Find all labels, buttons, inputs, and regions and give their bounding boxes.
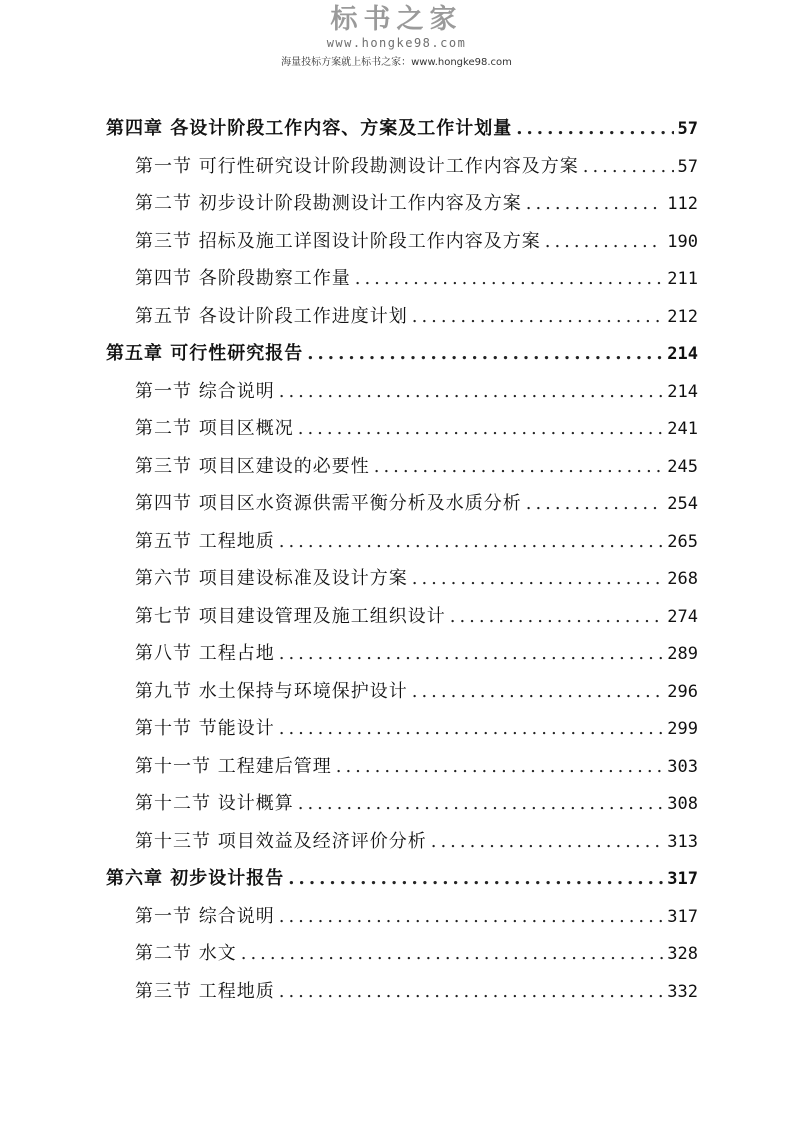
toc-section-entry[interactable] (106, 560, 698, 598)
toc-section-entry[interactable] (106, 223, 698, 261)
toc-dot-leader (279, 710, 664, 748)
toc-chapter-entry[interactable] (106, 860, 698, 898)
toc-entry-page-number: 274 (667, 606, 698, 627)
toc-dot-leader (583, 148, 674, 186)
toc-entry-title: 第三节 项目区建设的必要性 (135, 455, 370, 477)
toc-dot-leader (431, 823, 664, 861)
toc-entry-title: 第九节 水土保持与环境保护设计 (135, 680, 408, 702)
toc-dot-leader (526, 185, 664, 223)
toc-section-entry[interactable] (106, 785, 698, 823)
toc-section-entry[interactable] (106, 485, 698, 523)
toc-entry-title: 第二节 水文 (135, 943, 237, 964)
toc-entry-title: 第二节 初步设计阶段勘测设计工作内容及方案 (135, 193, 522, 214)
toc-dot-leader (279, 523, 664, 561)
toc-entry-title: 第四节 项目区水资源供需平衡分析及水质分析 (135, 493, 522, 514)
toc-entry-page-number: 57 (677, 119, 698, 139)
toc-entry-title: 第十节 节能设计 (135, 718, 275, 739)
toc-entry-page-number: 214 (667, 381, 698, 402)
toc-section-entry[interactable] (106, 298, 698, 336)
toc-dot-leader (298, 785, 664, 823)
toc-entry-page-number: 317 (667, 869, 698, 889)
toc-section-entry[interactable] (106, 373, 698, 411)
toc-entry-page-number: 328 (667, 944, 698, 964)
toc-section-entry[interactable] (106, 260, 698, 298)
toc-entry-title: 第一节 可行性研究设计阶段勘测设计工作内容及方案 (135, 155, 579, 177)
table-of-contents (106, 110, 698, 1010)
toc-entry-page-number: 296 (667, 681, 698, 702)
toc-entry-title: 第六节 项目建设标准及设计方案 (135, 568, 408, 589)
toc-dot-leader (450, 598, 664, 636)
toc-dot-leader (412, 560, 664, 598)
toc-entry-title: 第四节 各阶段勘察工作量 (135, 268, 351, 289)
toc-section-entry[interactable] (106, 673, 698, 711)
toc-entry-page-number: 308 (667, 794, 698, 814)
toc-entry-page-number: 211 (667, 269, 698, 289)
toc-entry-page-number: 265 (667, 531, 698, 552)
toc-entry-title: 第三节 招标及施工详图设计阶段工作内容及方案 (135, 230, 541, 252)
site-logo: 标书之家 (330, 4, 463, 35)
toc-entry-page-number: 299 (667, 719, 698, 739)
toc-chapter-entry[interactable] (106, 110, 698, 148)
toc-entry-title: 第七节 项目建设管理及施工组织设计 (135, 605, 446, 627)
toc-entry-title: 第十三节 项目效益及经济评价分析 (135, 830, 427, 852)
toc-entry-page-number: 303 (667, 756, 698, 777)
site-url: www.hongke98.com (326, 36, 467, 50)
toc-entry-page-number: 57 (677, 156, 698, 177)
toc-section-entry[interactable] (106, 410, 698, 448)
toc-dot-leader (241, 935, 664, 973)
toc-entry-title: 第十一节 工程建后管理 (135, 755, 332, 777)
toc-chapter-entry[interactable] (106, 335, 698, 373)
toc-entry-title: 第三节 工程地质 (135, 980, 275, 1002)
toc-dot-leader (298, 410, 664, 448)
toc-entry-title: 第五章 可行性研究报告 (106, 343, 304, 364)
toc-section-entry[interactable] (106, 598, 698, 636)
toc-dot-leader (279, 973, 664, 1011)
toc-dot-leader (526, 485, 664, 523)
toc-section-entry[interactable] (106, 748, 698, 786)
toc-section-entry[interactable] (106, 935, 698, 973)
toc-dot-leader (545, 223, 664, 261)
toc-section-entry[interactable] (106, 823, 698, 861)
toc-entry-title: 第一节 综合说明 (135, 380, 275, 402)
toc-entry-title: 第四章 各设计阶段工作内容、方案及工作计划量 (106, 118, 513, 139)
toc-entry-title: 第十二节 设计概算 (135, 793, 294, 814)
toc-entry-title: 第五节 工程地质 (135, 530, 275, 552)
toc-section-entry[interactable] (106, 973, 698, 1011)
toc-section-entry[interactable] (106, 523, 698, 561)
toc-entry-page-number: 254 (667, 494, 698, 514)
toc-section-entry[interactable] (106, 185, 698, 223)
toc-dot-leader (279, 898, 664, 936)
toc-section-entry[interactable] (106, 898, 698, 936)
toc-entry-page-number: 313 (667, 831, 698, 852)
toc-dot-leader (374, 448, 664, 486)
toc-dot-leader (355, 260, 664, 298)
toc-entry-page-number: 268 (667, 569, 698, 589)
toc-section-entry[interactable] (106, 148, 698, 186)
toc-entry-title: 第六章 初步设计报告 (106, 868, 285, 889)
toc-dot-leader (412, 673, 664, 711)
toc-entry-page-number: 190 (667, 231, 698, 252)
toc-entry-title: 第五节 各设计阶段工作进度计划 (135, 305, 408, 327)
toc-entry-page-number: 289 (667, 644, 698, 664)
toc-entry-page-number: 212 (667, 306, 698, 327)
toc-entry-page-number: 332 (667, 981, 698, 1002)
toc-entry-title: 第八节 工程占地 (135, 643, 275, 664)
toc-entry-title: 第二节 项目区概况 (135, 418, 294, 439)
toc-dot-leader (336, 748, 664, 786)
toc-section-entry[interactable] (106, 448, 698, 486)
toc-dot-leader (412, 298, 664, 336)
toc-dot-leader (516, 110, 673, 148)
toc-entry-page-number: 317 (667, 906, 698, 927)
toc-entry-title: 第一节 综合说明 (135, 905, 275, 927)
toc-dot-leader (288, 860, 663, 898)
toc-dot-leader (307, 335, 663, 373)
toc-entry-page-number: 245 (667, 456, 698, 477)
toc-entry-page-number: 112 (667, 194, 698, 214)
toc-section-entry[interactable] (106, 635, 698, 673)
toc-section-entry[interactable] (106, 710, 698, 748)
toc-entry-page-number: 214 (667, 344, 698, 364)
site-tagline: 海量投标方案就上标书之家：www.hongke98.com (281, 57, 512, 68)
toc-dot-leader (279, 373, 664, 411)
toc-entry-page-number: 241 (667, 419, 698, 439)
toc-dot-leader (279, 635, 664, 673)
